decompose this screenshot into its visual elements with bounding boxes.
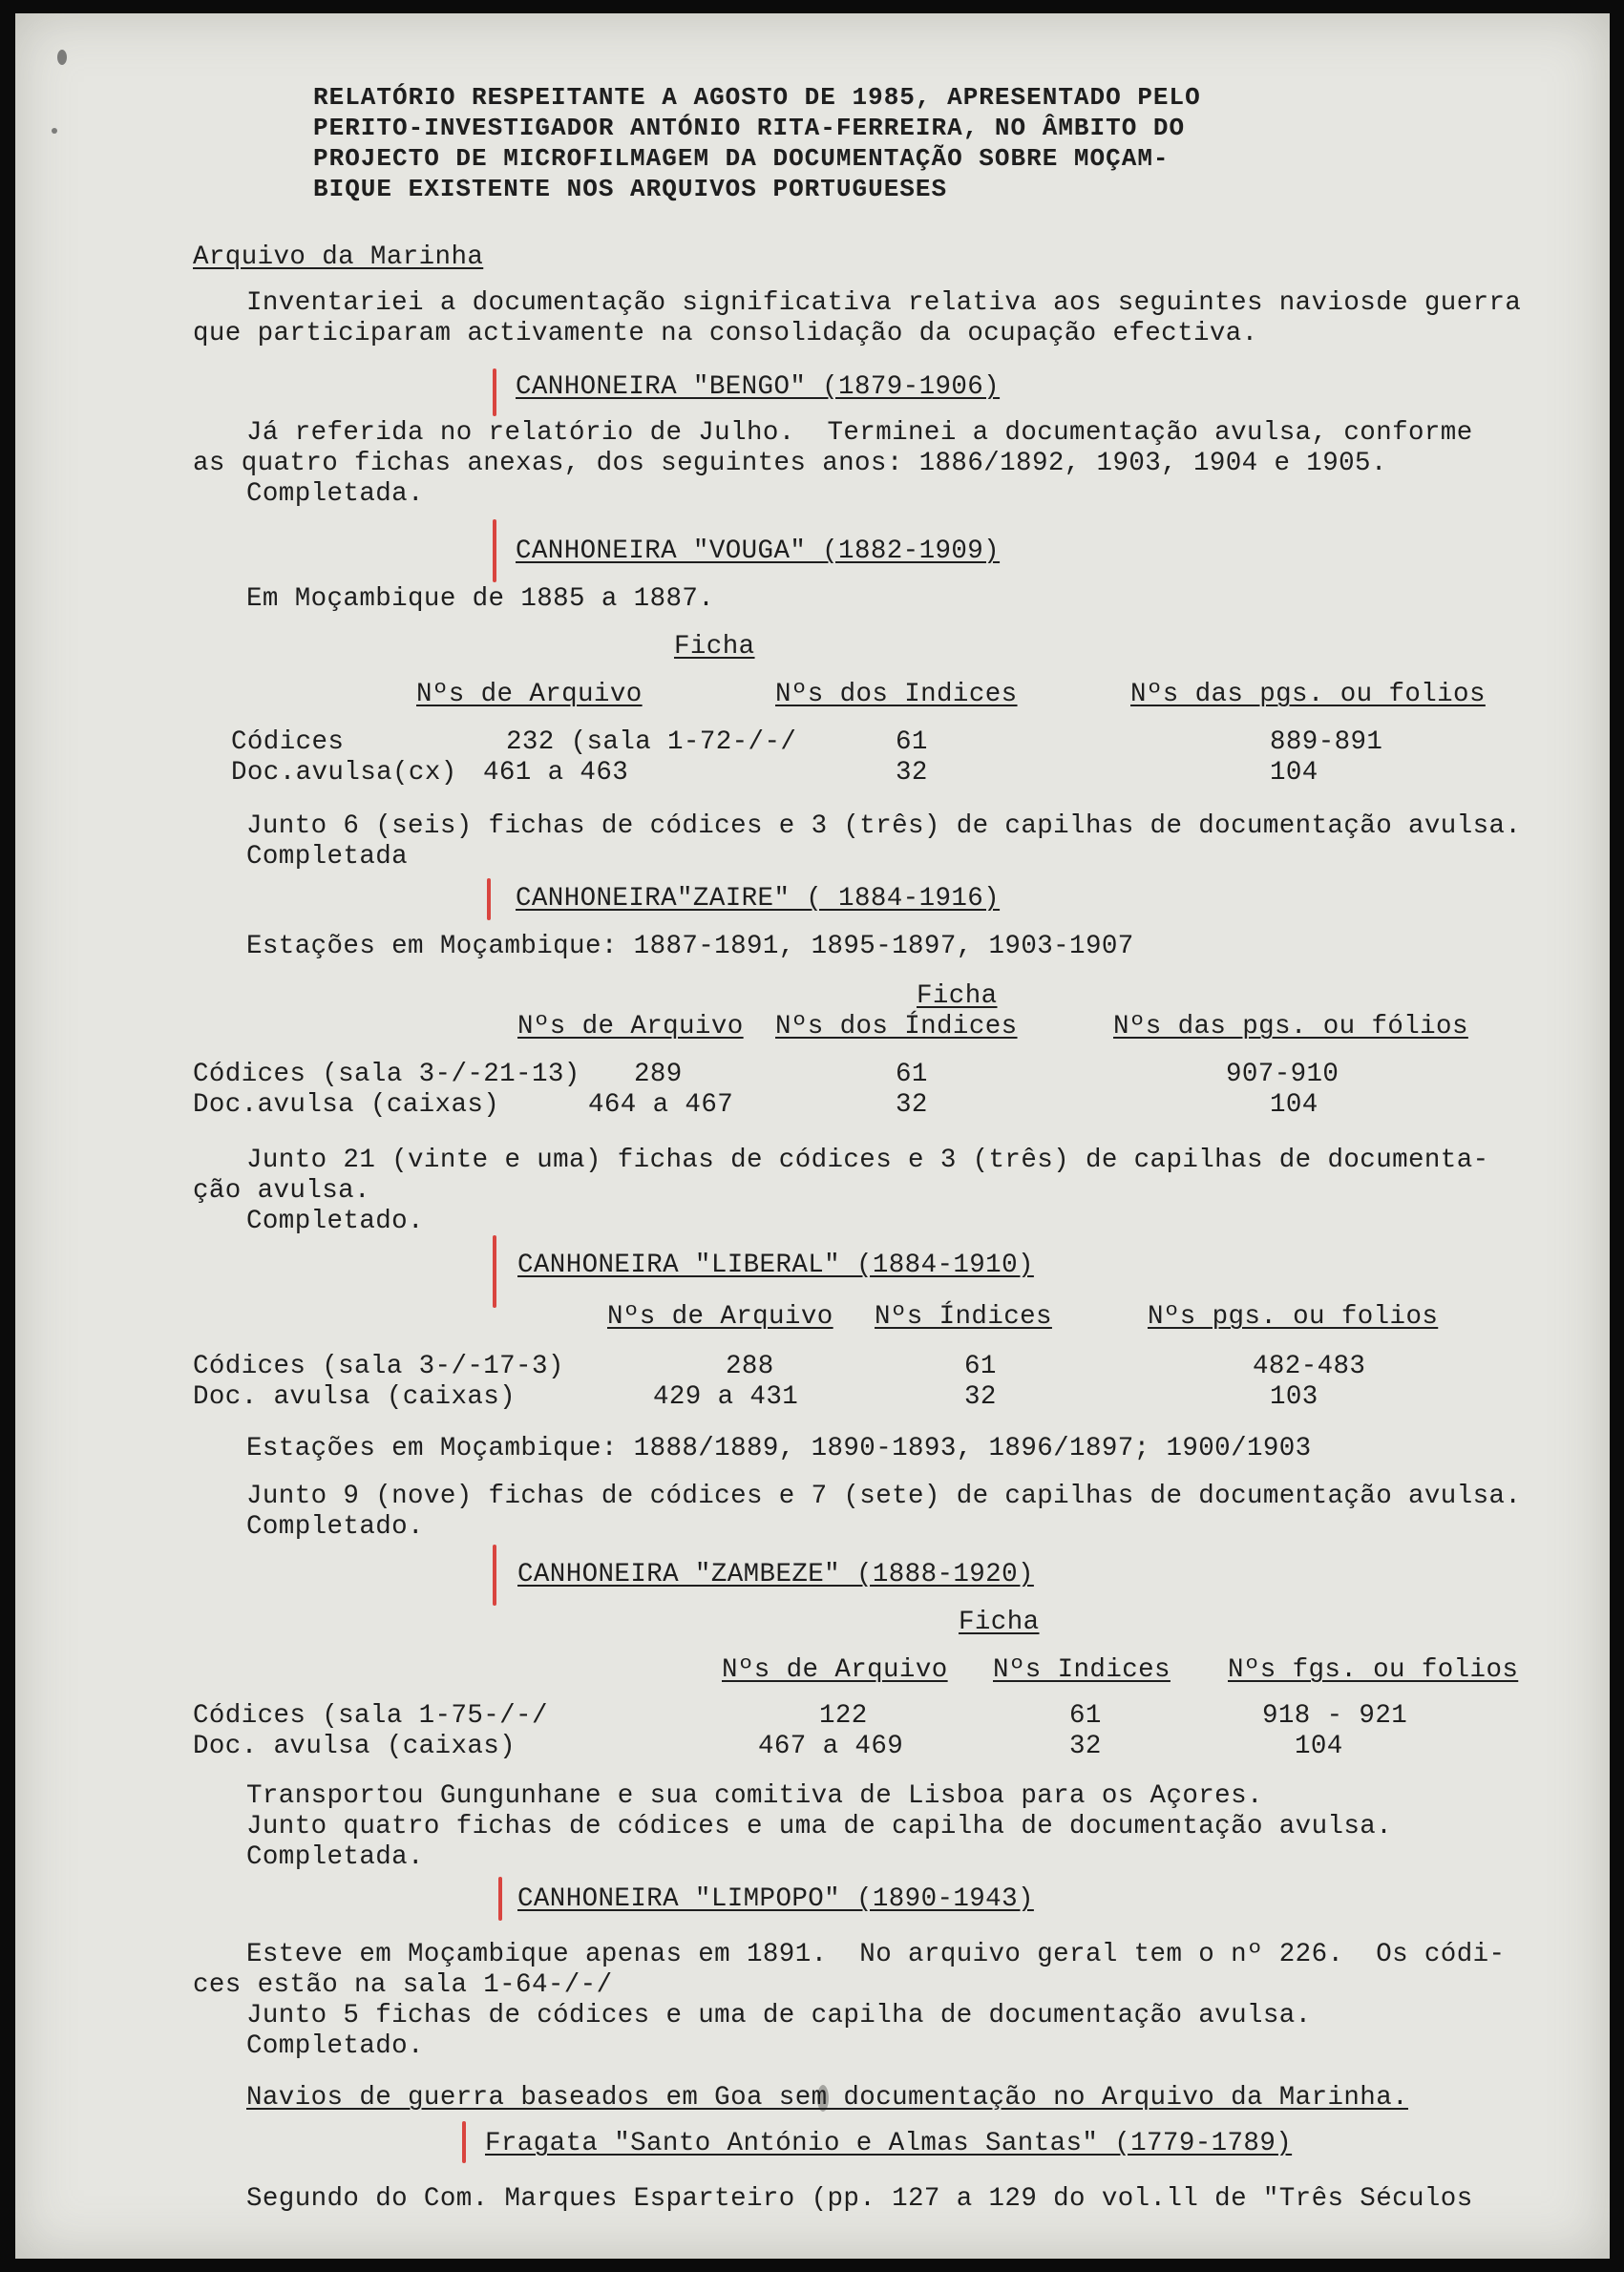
liberal-row-pgs: 103 xyxy=(1270,1382,1318,1412)
zaire-row-label: Códices (sala 3-/-21-13) xyxy=(193,1060,580,1089)
vouga-row-indices: 32 xyxy=(896,758,928,788)
bengo-heading: CANHONEIRA "BENGO" (1879-1906) xyxy=(516,372,1001,402)
zambeze-row-pgs: 918 - 921 xyxy=(1262,1701,1408,1731)
report-title-line: PROJECTO DE MICROFILMAGEM DA DOCUMENTAÇÃO SOBRE MOÇAM- xyxy=(313,144,1170,173)
liberal-row-indices: 32 xyxy=(964,1382,997,1412)
zaire-stations: Estações em Moçambique: 1887-1891, 1895-1897, 1903-1907 xyxy=(246,932,1134,961)
vouga-row-arquivo: 232 (sala 1-72-/-/ xyxy=(506,727,797,757)
report-title-line: BIQUE EXISTENTE NOS ARQUIVOS PORTUGUESES xyxy=(313,175,948,203)
zambeze-row-indices: 32 xyxy=(1069,1732,1102,1761)
zaire-header-arquivo: Nºs de Arquivo xyxy=(517,1012,744,1041)
liberal-row-arquivo: 288 xyxy=(726,1352,774,1381)
red-margin-mark xyxy=(493,519,496,582)
vouga-text-line: Completada xyxy=(246,842,409,872)
zaire-row-arquivo: 289 xyxy=(634,1060,683,1089)
vouga-row-pgs: 889-891 xyxy=(1270,727,1383,757)
vouga-header-pgs: Nºs das pgs. ou folios xyxy=(1130,680,1486,709)
liberal-row-arquivo: 429 a 431 xyxy=(653,1382,799,1412)
zaire-text-line: ção avulsa. xyxy=(193,1176,370,1206)
goa-heading: Navios de guerra baseados em Goa sem documentação no Arquivo da Marinha. xyxy=(246,2083,1408,2113)
zaire-ficha-label: Ficha xyxy=(917,981,998,1011)
vouga-row-arquivo: 461 a 463 xyxy=(483,758,629,788)
zambeze-row-label: Doc. avulsa (caixas) xyxy=(193,1732,517,1761)
zambeze-text-line: Completada. xyxy=(246,1842,424,1872)
liberal-stations: Estações em Moçambique: 1888/1889, 1890-1893, 1896/1897; 1900/1903 xyxy=(246,1434,1312,1463)
document-page xyxy=(15,13,1610,2259)
vouga-heading: CANHONEIRA "VOUGA" (1882-1909) xyxy=(516,536,1001,566)
zaire-row-label: Doc.avulsa (caixas) xyxy=(193,1090,500,1120)
intro-line: Inventariei a documentação significativa relativa aos seguintes naviosde guerra xyxy=(246,288,1522,318)
liberal-text-line: Junto 9 (nove) fichas de códices e 7 (sete) de capilhas de documentação avulsa. xyxy=(246,1482,1522,1511)
vouga-row-label: Doc.avulsa(cx) xyxy=(231,758,457,788)
zambeze-row-pgs: 104 xyxy=(1295,1732,1343,1761)
ink-smudge xyxy=(52,128,57,134)
vouga-ficha-label: Ficha xyxy=(674,632,755,662)
liberal-row-indices: 61 xyxy=(964,1352,997,1381)
vouga-text-line: Junto 6 (seis) fichas de códices e 3 (três) de capilhas de documentação avulsa. xyxy=(246,811,1522,841)
red-margin-mark xyxy=(498,1877,502,1921)
vouga-header-indices: Nºs dos Indices xyxy=(775,680,1018,709)
zaire-row-indices: 32 xyxy=(896,1090,928,1120)
zaire-row-arquivo: 464 a 467 xyxy=(588,1090,734,1120)
liberal-header-pgs: Nºs pgs. ou folios xyxy=(1148,1302,1439,1332)
zambeze-header-arquivo: Nºs de Arquivo xyxy=(722,1655,948,1685)
vouga-row-pgs: 104 xyxy=(1270,758,1318,788)
zambeze-row-arquivo: 467 a 469 xyxy=(758,1732,904,1761)
vouga-period: Em Moçambique de 1885 a 1887. xyxy=(246,584,715,614)
intro-line: que participaram activamente na consolidação da ocupação efectiva. xyxy=(193,319,1258,348)
zambeze-text-line: Junto quatro fichas de códices e uma de capilha de documentação avulsa. xyxy=(246,1812,1393,1841)
section-heading: Arquivo da Marinha xyxy=(193,242,484,272)
liberal-row-label: Códices (sala 3-/-17-3) xyxy=(193,1352,564,1381)
red-margin-mark xyxy=(462,2121,466,2163)
zambeze-heading: CANHONEIRA "ZAMBEZE" (1888-1920) xyxy=(517,1560,1034,1589)
zaire-heading: CANHONEIRA"ZAIRE" ( 1884-1916) xyxy=(516,884,1001,914)
liberal-text-line: Completado. xyxy=(246,1512,424,1542)
limpopo-text-line: Junto 5 fichas de códices e uma de capilha de documentação avulsa. xyxy=(246,2001,1312,2030)
report-title-line: PERITO-INVESTIGADOR ANTÓNIO RITA-FERREIRA, NO ÂMBITO DO xyxy=(313,114,1186,142)
zaire-header-pgs: Nºs das pgs. ou fólios xyxy=(1113,1012,1468,1041)
zaire-text-line: Completado. xyxy=(246,1207,424,1236)
zambeze-row-label: Códices (sala 1-75-/-/ xyxy=(193,1701,548,1731)
zaire-text-line: Junto 21 (vinte e uma) fichas de códices e 3 (três) de capilhas de documenta- xyxy=(246,1146,1489,1175)
red-margin-mark xyxy=(487,878,491,920)
liberal-header-indices: Nºs Índices xyxy=(875,1302,1052,1332)
ink-smudge xyxy=(57,50,67,65)
limpopo-text-line: Esteve em Moçambique apenas em 1891. No arquivo geral tem o nº 226. Os códi- xyxy=(246,1940,1506,1969)
bengo-text-line: Já referida no relatório de Julho. Terminei a documentação avulsa, conforme xyxy=(246,418,1473,448)
zaire-row-indices: 61 xyxy=(896,1060,928,1089)
zaire-row-pgs: 104 xyxy=(1270,1090,1318,1120)
report-title-line: RELATÓRIO RESPEITANTE A AGOSTO DE 1985, APRESENTADO PELO xyxy=(313,83,1201,112)
vouga-row-label: Códices xyxy=(231,727,345,757)
liberal-heading: CANHONEIRA "LIBERAL" (1884-1910) xyxy=(517,1251,1034,1280)
zambeze-header-indices: Nºs Indices xyxy=(993,1655,1171,1685)
red-margin-mark xyxy=(493,1235,496,1308)
liberal-header-arquivo: Nºs de Arquivo xyxy=(607,1302,833,1332)
zambeze-header-pgs: Nºs fgs. ou folios xyxy=(1228,1655,1519,1685)
fragata-heading: Fragata "Santo António e Almas Santas" (1779-1789) xyxy=(485,2129,1293,2158)
red-margin-mark xyxy=(493,368,496,416)
fragata-text-line: Segundo do Com. Marques Esparteiro (pp. 127 a 129 do vol.ll de "Três Séculos xyxy=(246,2184,1473,2214)
limpopo-heading: CANHONEIRA "LIMPOPO" (1890-1943) xyxy=(517,1884,1034,1914)
zambeze-row-indices: 61 xyxy=(1069,1701,1102,1731)
vouga-row-indices: 61 xyxy=(896,727,928,757)
zambeze-ficha-label: Ficha xyxy=(959,1608,1040,1637)
vouga-header-arquivo: Nºs de Arquivo xyxy=(416,680,643,709)
bengo-text-line: as quatro fichas anexas, dos seguintes anos: 1886/1892, 1903, 1904 e 1905. xyxy=(193,449,1387,478)
limpopo-text-line: ces estão na sala 1-64-/-/ xyxy=(193,1970,613,2000)
bengo-text-line: Completada. xyxy=(246,479,424,509)
zambeze-text-line: Transportou Gungunhane e sua comitiva de Lisboa para os Açores. xyxy=(246,1781,1263,1811)
zaire-row-pgs: 907-910 xyxy=(1226,1060,1339,1089)
limpopo-text-line: Completado. xyxy=(246,2031,424,2061)
liberal-row-label: Doc. avulsa (caixas) xyxy=(193,1382,517,1412)
zaire-header-indices: Nºs dos Índices xyxy=(775,1012,1018,1041)
liberal-row-pgs: 482-483 xyxy=(1253,1352,1366,1381)
zambeze-row-arquivo: 122 xyxy=(819,1701,868,1731)
red-margin-mark xyxy=(493,1545,496,1606)
